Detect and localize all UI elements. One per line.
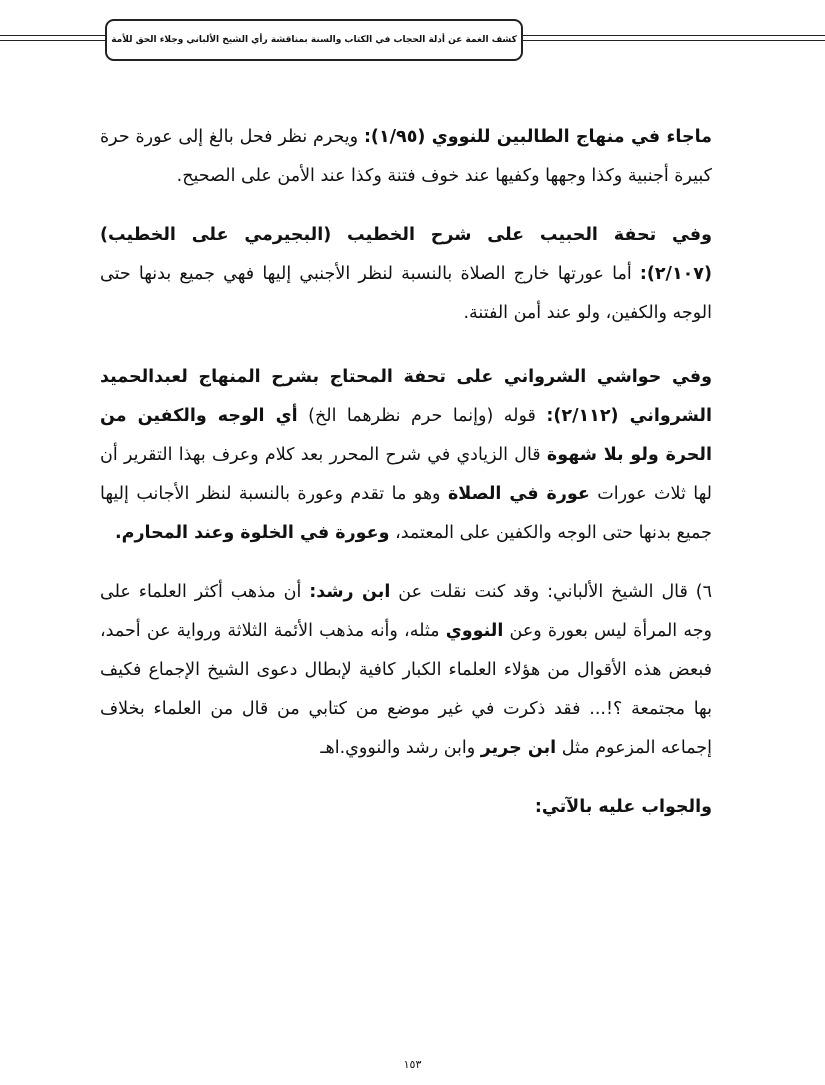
running-header	[105, 19, 523, 61]
text-albani-4: وابن رشد والنووي.اهـ	[320, 738, 481, 758]
text-shirwani-3: وهو ما تقدم وعورة بالنسبة لنظر الأجانب إليها جميع بدنها حتى الوجه والكفين على المعتمد،	[100, 484, 712, 543]
page-number: ١٥٣	[403, 1058, 422, 1071]
page-body	[100, 118, 712, 827]
paragraph-tuhfat-alhabib	[100, 216, 712, 333]
citation-minhaj: ماجاء في منهاج الطالبين للنووي (١/٩٥):	[363, 127, 713, 147]
citation-tuhfat-alhabib: وفي تحفة الحبيب على شرح الخطيب (البجيرمي على الخطيب) (٢/١٠٧):	[100, 225, 712, 284]
bold-ibn-jarir: ابن جرير	[480, 738, 557, 758]
bold-nawawi: النووي	[445, 621, 504, 641]
text-albani-1: ٦) قال الشيخ الألباني: وقد كنت نقلت عن	[390, 582, 712, 602]
paragraph-albani	[100, 573, 712, 768]
text-shirwani-1: قوله (وإنما حرم نظرهما الخ)	[297, 406, 547, 426]
text-albani-2: أن مذهب أكثر العلماء على وجه المرأة ليس بعورة وعن	[100, 582, 712, 641]
bold-ibn-rushd: ابن رشد:	[309, 582, 391, 602]
text-albani-3: مثله، وأنه مذهب الأئمة الثلاثة ورواية عن أحمد، فبعض هذه الأقوال من هؤلاء العلماء الكبار كافية لإبطال دعوى الشيخ الإجماع فكيف بها مجتمعة ؟!... فقد ذكرت في غير موضع من كتابي من قال من العلماء بخلاف إجماعه المزعوم مثل	[100, 621, 712, 758]
answer-heading: والجواب عليه بالآتي:	[534, 797, 712, 817]
citation-shirwani: وفي حواشي الشرواني على تحفة المحتاج بشرح المنهاج لعبدالحميد الشرواني (٢/١١٢):	[100, 367, 712, 426]
running-header-title: كشف الغمة عن أدلة الحجاب في الكتاب والسنة بمناقشة رأي الشيخ الألباني وجلاء الحق للأمة	[111, 35, 517, 45]
bold-shirwani-3: عورة في الصلاة	[447, 484, 590, 504]
bold-shirwani-4: وعورة في الخلوة وعند المحارم.	[115, 523, 390, 543]
bold-shirwani-2: أي الوجه والكفين من الحرة ولو بلا شهوة	[100, 406, 712, 465]
paragraph-answer-heading	[100, 788, 712, 827]
text-minhaj: ويحرم نظر فحل بالغ إلى عورة حرة كبيرة أجنبية وكذا وجهها وكفيها عند خوف فتنة وكذا عند الأمن على الصحيح.	[100, 127, 712, 186]
text-tuhfat-alhabib: أما عورتها خارج الصلاة بالنسبة لنظر الأجنبي إليها فهي جميع بدنها حتى الوجه والكفين، ولو عند أمن الفتنة.	[100, 264, 712, 323]
paragraph-minhaj	[100, 118, 712, 196]
paragraph-shirwani	[100, 358, 712, 553]
text-shirwani-2: قال الزيادي في شرح المحرر بعد كلام وعرف بهذا التقرير أن لها ثلاث عورات	[100, 445, 712, 504]
